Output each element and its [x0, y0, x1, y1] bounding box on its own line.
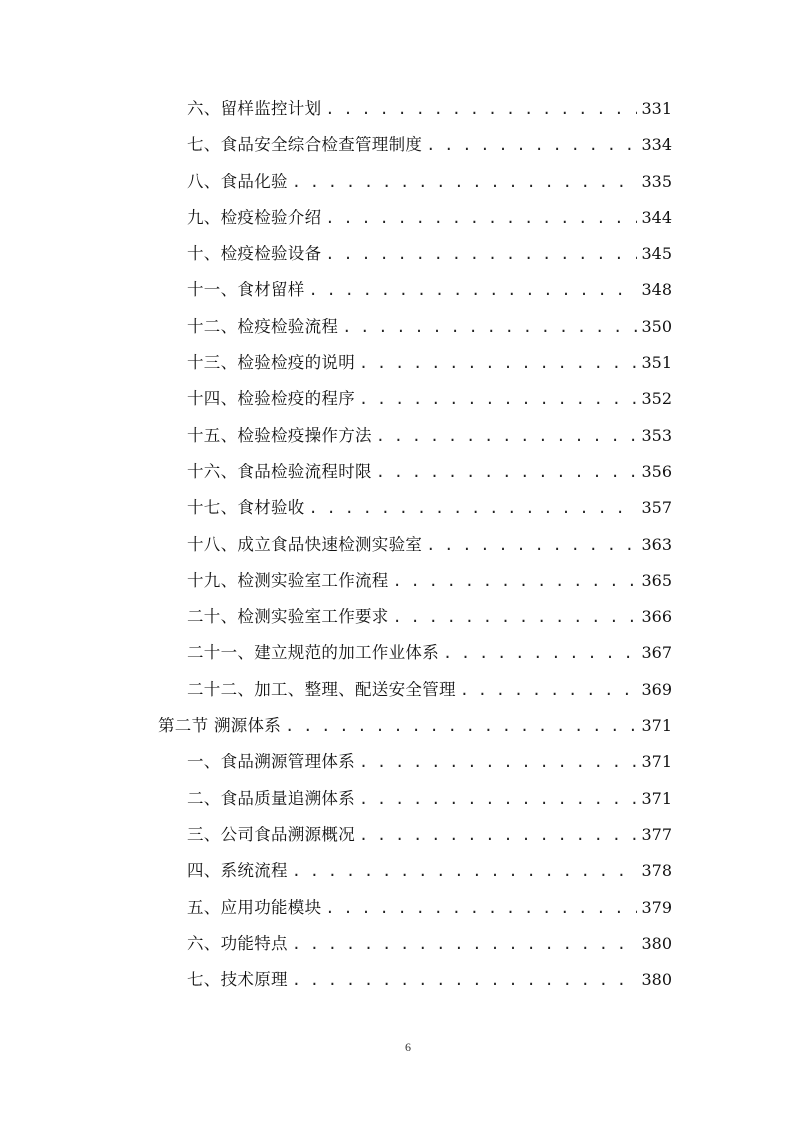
toc-dot-leader: [309, 497, 638, 519]
toc-entry-page-number: 367: [641, 643, 672, 663]
toc-dot-leader: [443, 642, 637, 664]
toc-entry[interactable]: [0, 562, 793, 598]
toc-entry-title: 十七、食材验收: [187, 498, 305, 518]
toc-entry-line: [187, 570, 672, 592]
table-of-contents: [0, 90, 793, 997]
toc-dot-leader: [359, 788, 637, 810]
toc-entry-line: [187, 679, 672, 701]
toc-entry-title: 十、检疫检验设备: [187, 244, 322, 264]
toc-entry-line: [187, 134, 672, 156]
toc-entry-title: 二十、检测实验室工作要求: [187, 607, 389, 627]
toc-dot-leader: [325, 98, 637, 120]
toc-entry-title: 六、留样监控计划: [187, 99, 322, 118]
toc-entry-title: 十二、检疫检验流程: [187, 316, 339, 336]
toc-dot-leader: [325, 897, 637, 919]
toc-entry-line: [187, 243, 672, 265]
toc-entry-line: [187, 860, 672, 882]
toc-entry-title: 二十二、加工、整理、配送安全管理: [187, 679, 456, 699]
toc-entry-page-number: 379: [641, 897, 672, 917]
toc-entry[interactable]: [0, 526, 793, 562]
toc-entry-title: 四、系统流程: [187, 861, 288, 881]
toc-entry-page-number: 348: [641, 280, 672, 300]
toc-entry[interactable]: [0, 743, 793, 779]
toc-dot-leader: [460, 679, 638, 701]
toc-entry-line: [187, 352, 672, 374]
toc-dot-leader: [325, 243, 637, 265]
toc-entry-line: [187, 534, 672, 556]
toc-entry-line: [187, 642, 672, 664]
toc-dot-leader: [292, 969, 638, 991]
toc-entry-page-number: 335: [641, 171, 672, 191]
toc-entry[interactable]: [0, 780, 793, 816]
toc-entry-line: [187, 788, 672, 810]
toc-entry-page-number: 380: [641, 970, 672, 990]
toc-entry-title: 十三、检验检疫的说明: [187, 353, 355, 373]
toc-entry-line: [187, 897, 672, 919]
page-number: 6: [405, 1040, 411, 1054]
toc-entry-title: 十六、食品检验流程时限: [187, 461, 372, 481]
toc-entry-title: 十五、检验检疫操作方法: [187, 425, 372, 445]
toc-entry[interactable]: [0, 598, 793, 634]
toc-entry-page-number: 377: [641, 824, 672, 844]
toc-dot-leader: [292, 933, 638, 955]
toc-dot-leader: [359, 824, 637, 846]
toc-entry-title: 二十一、建立规范的加工作业体系: [187, 643, 439, 663]
toc-entry-line: [187, 461, 672, 483]
toc-entry[interactable]: [0, 126, 793, 162]
toc-entry-line: [187, 171, 672, 193]
toc-entry-page-number: 350: [641, 316, 672, 336]
toc-entry[interactable]: [0, 634, 793, 670]
toc-entry-page-number: 369: [641, 679, 672, 699]
toc-entry-title: 十八、成立食品快速检测实验室: [187, 534, 423, 554]
toc-dot-leader: [309, 279, 638, 301]
toc-entry-line: [187, 388, 672, 410]
toc-entry[interactable]: [0, 852, 793, 888]
toc-dot-leader: [325, 207, 637, 229]
toc-entry-title: 九、检疫检验介绍: [187, 207, 322, 227]
toc-entry[interactable]: [0, 417, 793, 453]
toc-entry-title: 十九、检测实验室工作流程: [187, 570, 389, 590]
toc-entry[interactable]: [0, 925, 793, 961]
toc-entry-line: [187, 751, 672, 773]
toc-entry-page-number: 380: [641, 933, 672, 953]
toc-entry-title: 十一、食材留样: [187, 280, 305, 300]
toc-entry-title: 五、应用功能模块: [187, 897, 322, 917]
toc-entry-page-number: 371: [641, 788, 672, 808]
toc-entry-page-number: 356: [641, 461, 672, 481]
toc-entry[interactable]: [0, 235, 793, 271]
toc-entry-title: 七、食品安全综合检查管理制度: [187, 135, 423, 155]
toc-entry-page-number: 365: [641, 570, 672, 590]
toc-dot-leader: [426, 534, 637, 556]
toc-entry-title: 一、食品溯源管理体系: [187, 752, 355, 772]
toc-entry-page-number: 366: [641, 607, 672, 627]
toc-dot-leader: [285, 715, 637, 737]
toc-entry-page-number: 371: [641, 752, 672, 772]
toc-entry-line: [187, 969, 672, 991]
toc-entry-page-number: 331: [641, 99, 672, 118]
toc-entry[interactable]: [0, 453, 793, 489]
toc-dot-leader: [359, 388, 637, 410]
toc-entry-title: 十四、检验检疫的程序: [187, 389, 355, 409]
toc-entry-title: 第二节 溯源体系: [158, 716, 282, 736]
toc-entry-title: 三、公司食品溯源概况: [187, 824, 355, 844]
toc-entry[interactable]: [0, 671, 793, 707]
toc-dot-leader: [292, 171, 638, 193]
toc-entry[interactable]: [0, 816, 793, 852]
toc-entry-page-number: 363: [641, 534, 672, 554]
toc-entry-line: [187, 316, 672, 338]
toc-entry-line: [187, 824, 672, 846]
toc-entry-line: [187, 279, 672, 301]
toc-entry-page-number: 352: [641, 389, 672, 409]
toc-entry-page-number: 334: [641, 135, 672, 155]
toc-entry-title: 二、食品质量追溯体系: [187, 788, 355, 808]
toc-entry[interactable]: [0, 199, 793, 235]
toc-entry[interactable]: [0, 889, 793, 925]
toc-entry-title: 七、技术原理: [187, 970, 288, 990]
toc-entry-line: [187, 497, 672, 519]
toc-section-entry[interactable]: [0, 707, 793, 743]
toc-entry[interactable]: [0, 308, 793, 344]
toc-dot-leader: [359, 352, 637, 374]
toc-dot-leader: [393, 570, 638, 592]
toc-entry[interactable]: [0, 489, 793, 525]
toc-entry-line: [158, 715, 672, 737]
toc-entry-line: [187, 98, 672, 120]
toc-entry-title: 八、食品化验: [187, 171, 288, 191]
toc-dot-leader: [426, 134, 637, 156]
toc-dot-leader: [342, 316, 637, 338]
toc-entry[interactable]: [0, 344, 793, 380]
toc-entry-line: [187, 425, 672, 447]
toc-entry-line: [187, 933, 672, 955]
toc-dot-leader: [393, 606, 638, 628]
toc-dot-leader: [359, 751, 637, 773]
toc-entry[interactable]: [0, 90, 793, 126]
toc-entry-page-number: 378: [641, 861, 672, 881]
toc-entry[interactable]: [0, 163, 793, 199]
toc-dot-leader: [376, 425, 638, 447]
toc-entry[interactable]: [0, 380, 793, 416]
toc-entry-page-number: 344: [641, 207, 672, 227]
toc-entry[interactable]: [0, 961, 793, 997]
toc-entry[interactable]: [0, 271, 793, 307]
toc-entry-page-number: 357: [641, 498, 672, 518]
toc-dot-leader: [292, 860, 638, 882]
toc-entry-title: 六、功能特点: [187, 933, 288, 953]
toc-dot-leader: [376, 461, 638, 483]
toc-entry-page-number: 345: [641, 244, 672, 264]
toc-entry-line: [187, 207, 672, 229]
toc-entry-page-number: 371: [641, 716, 672, 736]
toc-entry-page-number: 351: [641, 353, 672, 373]
toc-entry-page-number: 353: [641, 425, 672, 445]
toc-entry-line: [187, 606, 672, 628]
